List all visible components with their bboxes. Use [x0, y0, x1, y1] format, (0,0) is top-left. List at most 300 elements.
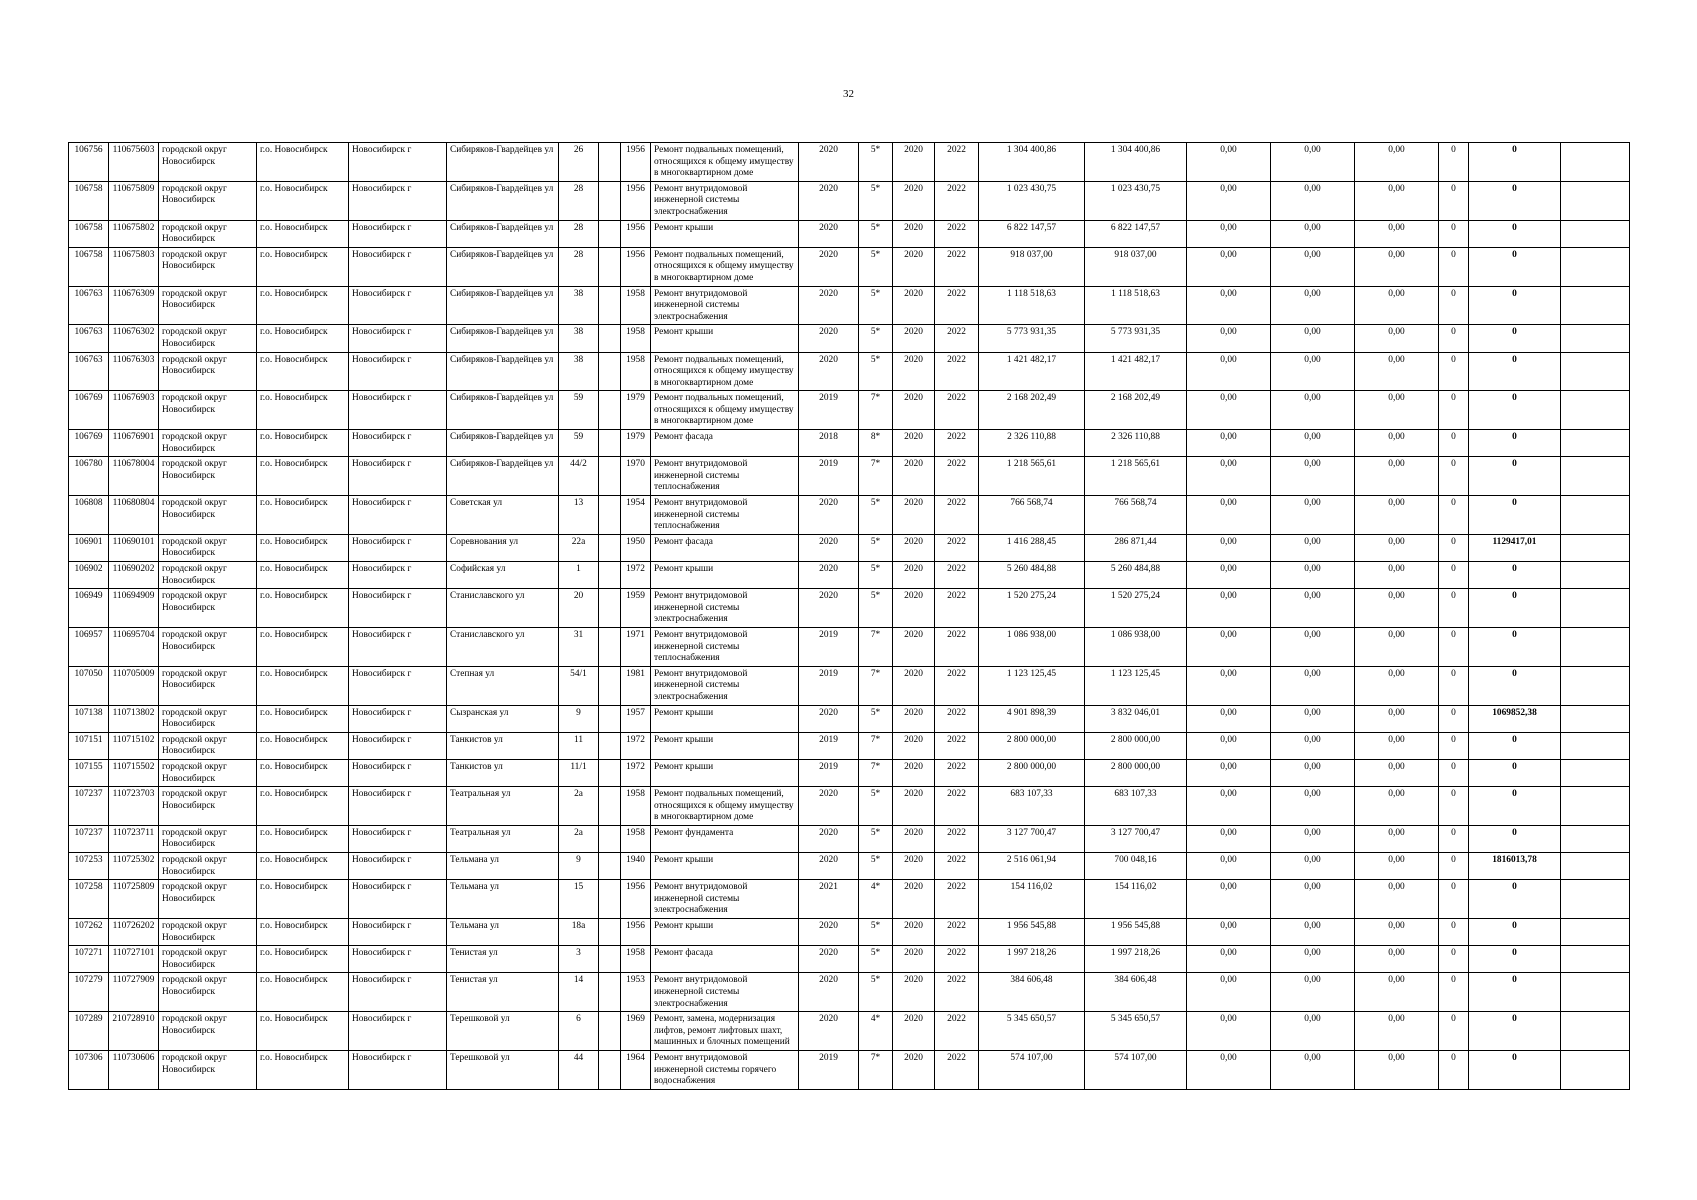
cell-municipal-district: г.о. Новосибирск — [257, 880, 349, 919]
cell-category: 5* — [859, 825, 893, 852]
cell-house-number: 3 — [559, 946, 599, 973]
cell-owners-funds: 0,00 — [1355, 627, 1439, 666]
cell-object-code: 110676302 — [109, 325, 159, 352]
cell-building — [599, 143, 621, 182]
cell-house-number: 38 — [559, 325, 599, 352]
cell-owners-funds: 0,00 — [1355, 666, 1439, 705]
cell-municipality: городской округ Новосибирск — [159, 732, 257, 759]
cell-street: Соревнования ул — [447, 534, 559, 561]
cell-owners-funds: 0,00 — [1355, 181, 1439, 220]
cell-total-cost: 1 218 565,61 — [979, 457, 1085, 496]
cell-building — [599, 946, 621, 973]
cell-end-year: 2022 — [935, 853, 979, 880]
cell-category: 7* — [859, 1050, 893, 1089]
table-row — [69, 562, 1630, 589]
cell-municipality: городской округ Новосибирск — [159, 430, 257, 457]
cell-work-type: Ремонт крыши — [651, 220, 799, 247]
cell-object-code: 110727101 — [109, 946, 159, 973]
cell-house-number: 13 — [559, 496, 599, 535]
cell-other-funds: 0 — [1469, 666, 1561, 705]
cell-total-cost: 1 956 545,88 — [979, 919, 1085, 946]
cell-regional-budget: 0,00 — [1187, 1012, 1271, 1051]
cell-note — [1561, 325, 1630, 352]
cell-record-id: 107138 — [69, 705, 109, 732]
cell-other-funds: 0 — [1469, 562, 1561, 589]
cell-object-code: 110690101 — [109, 534, 159, 561]
cell-street: Терешковой ул — [447, 1012, 559, 1051]
cell-work-type: Ремонт внутридомовой инженерной системы электроснабжения — [651, 589, 799, 628]
cell-work-type: Ремонт внутридомовой инженерной системы электроснабжения — [651, 973, 799, 1012]
cell-regional-budget: 0,00 — [1187, 430, 1271, 457]
cell-regional-budget: 0,00 — [1187, 627, 1271, 666]
cell-other-count: 0 — [1439, 562, 1469, 589]
table-row — [69, 880, 1630, 919]
cell-category: 5* — [859, 946, 893, 973]
cell-municipal-district: г.о. Новосибирск — [257, 391, 349, 430]
cell-local-budget: 0,00 — [1271, 1050, 1355, 1089]
cell-other-funds: 0 — [1469, 787, 1561, 826]
cell-other-count: 0 — [1439, 973, 1469, 1012]
table-row — [69, 325, 1630, 352]
cell-built-year: 1950 — [621, 534, 651, 561]
cell-owners-funds: 0,00 — [1355, 946, 1439, 973]
cell-note — [1561, 627, 1630, 666]
cell-work-type: Ремонт крыши — [651, 853, 799, 880]
cell-plan-year: 2020 — [799, 286, 859, 325]
cell-object-code: 110725809 — [109, 880, 159, 919]
cell-municipality: городской округ Новосибирск — [159, 705, 257, 732]
cell-settlement: Новосибирск г — [349, 352, 447, 391]
cell-street: Сибиряков-Гвардейцев ул — [447, 352, 559, 391]
cell-fund-cost: 286 871,44 — [1085, 534, 1187, 561]
cell-work-type: Ремонт крыши — [651, 919, 799, 946]
cell-fund-cost: 1 218 565,61 — [1085, 457, 1187, 496]
cell-fund-cost: 1 023 430,75 — [1085, 181, 1187, 220]
cell-building — [599, 391, 621, 430]
cell-end-year: 2022 — [935, 457, 979, 496]
cell-fund-cost: 384 606,48 — [1085, 973, 1187, 1012]
cell-house-number: 9 — [559, 853, 599, 880]
cell-built-year: 1957 — [621, 705, 651, 732]
cell-building — [599, 732, 621, 759]
cell-owners-funds: 0,00 — [1355, 430, 1439, 457]
cell-plan-year: 2019 — [799, 1050, 859, 1089]
cell-settlement: Новосибирск г — [349, 732, 447, 759]
cell-start-year: 2020 — [893, 496, 935, 535]
cell-end-year: 2022 — [935, 325, 979, 352]
cell-category: 5* — [859, 352, 893, 391]
cell-street: Тельмана ул — [447, 853, 559, 880]
cell-total-cost: 384 606,48 — [979, 973, 1085, 1012]
cell-other-count: 0 — [1439, 919, 1469, 946]
cell-house-number: 20 — [559, 589, 599, 628]
cell-local-budget: 0,00 — [1271, 853, 1355, 880]
cell-other-count: 0 — [1439, 825, 1469, 852]
cell-record-id: 106758 — [69, 220, 109, 247]
cell-other-count: 0 — [1439, 759, 1469, 786]
cell-street: Станиславского ул — [447, 627, 559, 666]
cell-object-code: 110675603 — [109, 143, 159, 182]
cell-record-id: 107271 — [69, 946, 109, 973]
cell-record-id: 107253 — [69, 853, 109, 880]
cell-built-year: 1964 — [621, 1050, 651, 1089]
cell-start-year: 2020 — [893, 759, 935, 786]
cell-regional-budget: 0,00 — [1187, 919, 1271, 946]
cell-settlement: Новосибирск г — [349, 627, 447, 666]
cell-house-number: 2а — [559, 825, 599, 852]
cell-fund-cost: 1 118 518,63 — [1085, 286, 1187, 325]
cell-settlement: Новосибирск г — [349, 220, 447, 247]
cell-municipal-district: г.о. Новосибирск — [257, 973, 349, 1012]
cell-municipal-district: г.о. Новосибирск — [257, 732, 349, 759]
cell-municipal-district: г.о. Новосибирск — [257, 220, 349, 247]
cell-built-year: 1958 — [621, 286, 651, 325]
cell-local-budget: 0,00 — [1271, 973, 1355, 1012]
cell-plan-year: 2020 — [799, 247, 859, 286]
cell-start-year: 2020 — [893, 562, 935, 589]
cell-object-code: 110695704 — [109, 627, 159, 666]
cell-plan-year: 2019 — [799, 627, 859, 666]
cell-owners-funds: 0,00 — [1355, 787, 1439, 826]
cell-note — [1561, 825, 1630, 852]
cell-record-id: 107262 — [69, 919, 109, 946]
cell-built-year: 1972 — [621, 759, 651, 786]
cell-other-funds: 0 — [1469, 325, 1561, 352]
cell-municipal-district: г.о. Новосибирск — [257, 325, 349, 352]
cell-object-code: 110715102 — [109, 732, 159, 759]
table-row — [69, 705, 1630, 732]
cell-owners-funds: 0,00 — [1355, 1012, 1439, 1051]
cell-other-funds: 0 — [1469, 143, 1561, 182]
cell-municipality: городской округ Новосибирск — [159, 457, 257, 496]
cell-end-year: 2022 — [935, 286, 979, 325]
table-row — [69, 627, 1630, 666]
cell-object-code: 110725302 — [109, 853, 159, 880]
cell-plan-year: 2020 — [799, 562, 859, 589]
cell-plan-year: 2020 — [799, 973, 859, 1012]
cell-start-year: 2020 — [893, 919, 935, 946]
cell-owners-funds: 0,00 — [1355, 825, 1439, 852]
cell-other-count: 0 — [1439, 181, 1469, 220]
cell-built-year: 1972 — [621, 562, 651, 589]
cell-other-funds: 0 — [1469, 181, 1561, 220]
cell-work-type: Ремонт внутридомовой инженерной системы теплоснабжения — [651, 496, 799, 535]
cell-record-id: 107237 — [69, 825, 109, 852]
cell-plan-year: 2019 — [799, 457, 859, 496]
cell-object-code: 110730606 — [109, 1050, 159, 1089]
cell-local-budget: 0,00 — [1271, 247, 1355, 286]
cell-regional-budget: 0,00 — [1187, 946, 1271, 973]
cell-category: 4* — [859, 1012, 893, 1051]
cell-regional-budget: 0,00 — [1187, 1050, 1271, 1089]
cell-local-budget: 0,00 — [1271, 286, 1355, 325]
cell-owners-funds: 0,00 — [1355, 853, 1439, 880]
cell-building — [599, 496, 621, 535]
cell-object-code: 110675809 — [109, 181, 159, 220]
cell-built-year: 1940 — [621, 853, 651, 880]
cell-built-year: 1956 — [621, 220, 651, 247]
cell-settlement: Новосибирск г — [349, 589, 447, 628]
cell-plan-year: 2020 — [799, 1012, 859, 1051]
cell-street: Сибиряков-Гвардейцев ул — [447, 143, 559, 182]
cell-record-id: 107151 — [69, 732, 109, 759]
cell-owners-funds: 0,00 — [1355, 589, 1439, 628]
cell-local-budget: 0,00 — [1271, 181, 1355, 220]
table-row — [69, 496, 1630, 535]
cell-end-year: 2022 — [935, 666, 979, 705]
cell-street: Театральная ул — [447, 787, 559, 826]
cell-fund-cost: 1 956 545,88 — [1085, 919, 1187, 946]
cell-street: Тельмана ул — [447, 880, 559, 919]
cell-note — [1561, 457, 1630, 496]
cell-local-budget: 0,00 — [1271, 880, 1355, 919]
cell-regional-budget: 0,00 — [1187, 973, 1271, 1012]
table-row — [69, 919, 1630, 946]
cell-object-code: 110727909 — [109, 973, 159, 1012]
cell-municipality: городской округ Новосибирск — [159, 325, 257, 352]
cell-category: 7* — [859, 666, 893, 705]
cell-object-code: 110676901 — [109, 430, 159, 457]
cell-street: Сибиряков-Гвардейцев ул — [447, 247, 559, 286]
cell-local-budget: 0,00 — [1271, 496, 1355, 535]
cell-note — [1561, 705, 1630, 732]
cell-municipality: городской округ Новосибирск — [159, 973, 257, 1012]
cell-note — [1561, 919, 1630, 946]
cell-house-number: 1 — [559, 562, 599, 589]
cell-built-year: 1971 — [621, 627, 651, 666]
cell-total-cost: 1 304 400,86 — [979, 143, 1085, 182]
cell-start-year: 2020 — [893, 853, 935, 880]
cell-street: Степная ул — [447, 666, 559, 705]
cell-regional-budget: 0,00 — [1187, 562, 1271, 589]
cell-category: 5* — [859, 853, 893, 880]
cell-settlement: Новосибирск г — [349, 666, 447, 705]
cell-municipal-district: г.о. Новосибирск — [257, 759, 349, 786]
cell-total-cost: 1 118 518,63 — [979, 286, 1085, 325]
cell-house-number: 22а — [559, 534, 599, 561]
cell-note — [1561, 534, 1630, 561]
cell-start-year: 2020 — [893, 787, 935, 826]
cell-total-cost: 1 421 482,17 — [979, 352, 1085, 391]
cell-object-code: 110676903 — [109, 391, 159, 430]
cell-fund-cost: 683 107,33 — [1085, 787, 1187, 826]
cell-regional-budget: 0,00 — [1187, 220, 1271, 247]
cell-local-budget: 0,00 — [1271, 705, 1355, 732]
cell-municipal-district: г.о. Новосибирск — [257, 589, 349, 628]
cell-note — [1561, 973, 1630, 1012]
cell-other-funds: 0 — [1469, 759, 1561, 786]
cell-regional-budget: 0,00 — [1187, 666, 1271, 705]
cell-end-year: 2022 — [935, 391, 979, 430]
cell-owners-funds: 0,00 — [1355, 705, 1439, 732]
cell-municipality: городской округ Новосибирск — [159, 759, 257, 786]
cell-category: 5* — [859, 247, 893, 286]
cell-category: 5* — [859, 286, 893, 325]
cell-record-id: 106769 — [69, 391, 109, 430]
cell-regional-budget: 0,00 — [1187, 732, 1271, 759]
cell-settlement: Новосибирск г — [349, 325, 447, 352]
cell-regional-budget: 0,00 — [1187, 247, 1271, 286]
cell-local-budget: 0,00 — [1271, 143, 1355, 182]
table-row — [69, 457, 1630, 496]
cell-end-year: 2022 — [935, 732, 979, 759]
cell-regional-budget: 0,00 — [1187, 391, 1271, 430]
cell-other-count: 0 — [1439, 220, 1469, 247]
cell-plan-year: 2020 — [799, 589, 859, 628]
cell-fund-cost: 1 086 938,00 — [1085, 627, 1187, 666]
cell-other-funds: 0 — [1469, 973, 1561, 1012]
cell-other-funds: 0 — [1469, 496, 1561, 535]
cell-building — [599, 286, 621, 325]
cell-total-cost: 2 168 202,49 — [979, 391, 1085, 430]
cell-municipal-district: г.о. Новосибирск — [257, 181, 349, 220]
cell-record-id: 107155 — [69, 759, 109, 786]
cell-municipal-district: г.о. Новосибирск — [257, 666, 349, 705]
cell-start-year: 2020 — [893, 825, 935, 852]
cell-street: Советская ул — [447, 496, 559, 535]
cell-building — [599, 562, 621, 589]
cell-work-type: Ремонт внутридомовой инженерной системы электроснабжения — [651, 666, 799, 705]
cell-end-year: 2022 — [935, 220, 979, 247]
cell-building — [599, 457, 621, 496]
cell-settlement: Новосибирск г — [349, 247, 447, 286]
table-row — [69, 732, 1630, 759]
cell-plan-year: 2020 — [799, 853, 859, 880]
cell-municipality: городской округ Новосибирск — [159, 534, 257, 561]
cell-category: 4* — [859, 880, 893, 919]
cell-category: 5* — [859, 496, 893, 535]
cell-start-year: 2020 — [893, 666, 935, 705]
cell-house-number: 18а — [559, 919, 599, 946]
cell-building — [599, 825, 621, 852]
cell-regional-budget: 0,00 — [1187, 705, 1271, 732]
cell-plan-year: 2020 — [799, 919, 859, 946]
cell-other-funds: 1129417,01 — [1469, 534, 1561, 561]
cell-building — [599, 247, 621, 286]
cell-fund-cost: 700 048,16 — [1085, 853, 1187, 880]
cell-category: 5* — [859, 973, 893, 1012]
cell-object-code: 110726202 — [109, 919, 159, 946]
cell-work-type: Ремонт фундамента — [651, 825, 799, 852]
cell-total-cost: 766 568,74 — [979, 496, 1085, 535]
cell-municipality: городской округ Новосибирск — [159, 853, 257, 880]
cell-municipality: городской округ Новосибирск — [159, 627, 257, 666]
cell-built-year: 1958 — [621, 787, 651, 826]
cell-category: 5* — [859, 589, 893, 628]
cell-built-year: 1972 — [621, 732, 651, 759]
cell-street: Сызранская ул — [447, 705, 559, 732]
cell-building — [599, 589, 621, 628]
cell-total-cost: 574 107,00 — [979, 1050, 1085, 1089]
cell-note — [1561, 759, 1630, 786]
cell-end-year: 2022 — [935, 430, 979, 457]
cell-note — [1561, 1012, 1630, 1051]
cell-settlement: Новосибирск г — [349, 1012, 447, 1051]
cell-work-type: Ремонт подвальных помещений, относящихся к общему имуществу в многоквартирном доме — [651, 247, 799, 286]
cell-start-year: 2020 — [893, 973, 935, 1012]
cell-end-year: 2022 — [935, 627, 979, 666]
cell-building — [599, 181, 621, 220]
cell-built-year: 1958 — [621, 352, 651, 391]
cell-other-count: 0 — [1439, 352, 1469, 391]
cell-other-funds: 0 — [1469, 946, 1561, 973]
cell-other-count: 0 — [1439, 143, 1469, 182]
cell-house-number: 2а — [559, 787, 599, 826]
cell-built-year: 1959 — [621, 589, 651, 628]
cell-settlement: Новосибирск г — [349, 562, 447, 589]
cell-building — [599, 534, 621, 561]
cell-owners-funds: 0,00 — [1355, 759, 1439, 786]
cell-object-code: 110690202 — [109, 562, 159, 589]
cell-settlement: Новосибирск г — [349, 973, 447, 1012]
cell-object-code: 110715502 — [109, 759, 159, 786]
cell-fund-cost: 1 421 482,17 — [1085, 352, 1187, 391]
cell-house-number: 28 — [559, 247, 599, 286]
cell-municipal-district: г.о. Новосибирск — [257, 247, 349, 286]
cell-object-code: 110675802 — [109, 220, 159, 247]
cell-municipality: городской округ Новосибирск — [159, 589, 257, 628]
cell-fund-cost: 2 326 110,88 — [1085, 430, 1187, 457]
cell-local-budget: 0,00 — [1271, 919, 1355, 946]
cell-other-funds: 0 — [1469, 732, 1561, 759]
cell-owners-funds: 0,00 — [1355, 352, 1439, 391]
cell-regional-budget: 0,00 — [1187, 880, 1271, 919]
cell-fund-cost: 918 037,00 — [1085, 247, 1187, 286]
cell-other-count: 0 — [1439, 391, 1469, 430]
cell-owners-funds: 0,00 — [1355, 562, 1439, 589]
table-row — [69, 1012, 1630, 1051]
cell-record-id: 106949 — [69, 589, 109, 628]
cell-local-budget: 0,00 — [1271, 946, 1355, 973]
cell-other-funds: 0 — [1469, 880, 1561, 919]
cell-municipal-district: г.о. Новосибирск — [257, 1050, 349, 1089]
page-number: 32 — [843, 88, 854, 100]
cell-note — [1561, 430, 1630, 457]
cell-municipality: городской округ Новосибирск — [159, 391, 257, 430]
cell-municipal-district: г.о. Новосибирск — [257, 496, 349, 535]
cell-end-year: 2022 — [935, 562, 979, 589]
cell-note — [1561, 286, 1630, 325]
cell-start-year: 2020 — [893, 732, 935, 759]
cell-work-type: Ремонт фасада — [651, 430, 799, 457]
cell-fund-cost: 1 304 400,86 — [1085, 143, 1187, 182]
cell-built-year: 1953 — [621, 973, 651, 1012]
cell-end-year: 2022 — [935, 352, 979, 391]
table-row — [69, 946, 1630, 973]
cell-municipality: городской округ Новосибирск — [159, 919, 257, 946]
cell-plan-year: 2020 — [799, 705, 859, 732]
cell-local-budget: 0,00 — [1271, 457, 1355, 496]
cell-other-funds: 0 — [1469, 220, 1561, 247]
cell-plan-year: 2020 — [799, 534, 859, 561]
table-row — [69, 220, 1630, 247]
cell-municipality: городской округ Новосибирск — [159, 946, 257, 973]
cell-street: Сибиряков-Гвардейцев ул — [447, 457, 559, 496]
cell-other-count: 0 — [1439, 534, 1469, 561]
cell-house-number: 59 — [559, 430, 599, 457]
cell-regional-budget: 0,00 — [1187, 143, 1271, 182]
cell-municipality: городской округ Новосибирск — [159, 220, 257, 247]
cell-start-year: 2020 — [893, 880, 935, 919]
table-row — [69, 589, 1630, 628]
cell-municipality: городской округ Новосибирск — [159, 787, 257, 826]
cell-local-budget: 0,00 — [1271, 732, 1355, 759]
cell-building — [599, 880, 621, 919]
cell-record-id: 107237 — [69, 787, 109, 826]
cell-building — [599, 325, 621, 352]
cell-end-year: 2022 — [935, 880, 979, 919]
cell-start-year: 2020 — [893, 589, 935, 628]
